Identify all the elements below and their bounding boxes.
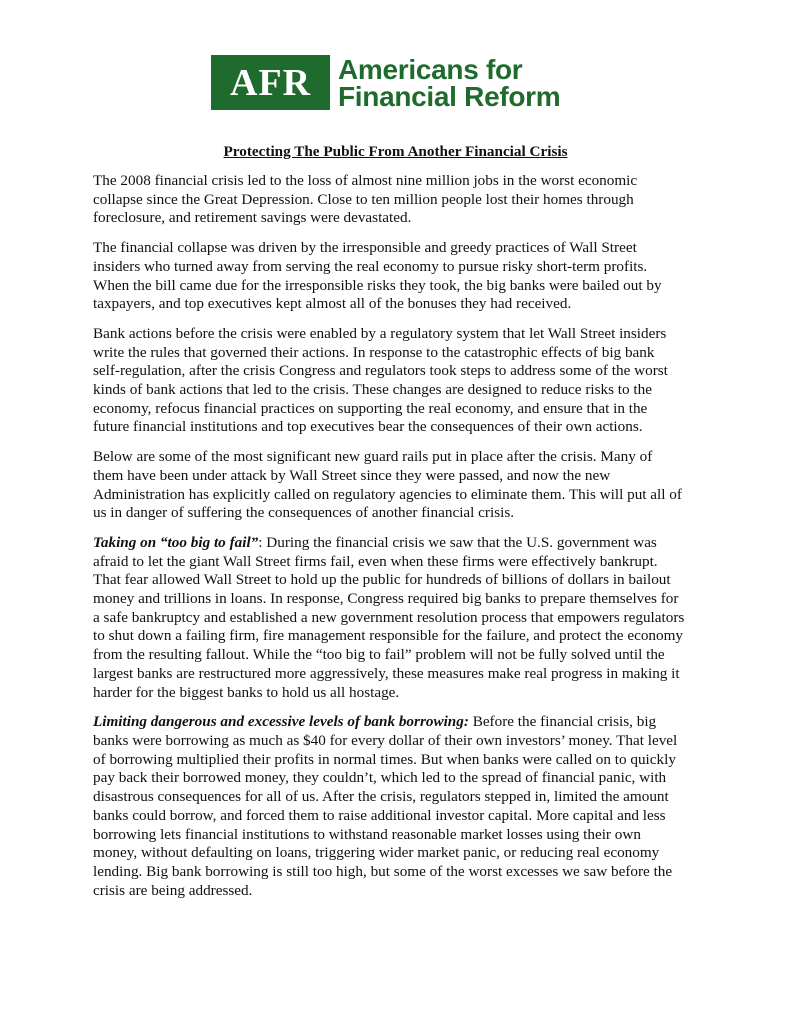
paragraph-line: That fear allowed Wall Street to hold up the public for hundreds of billions of dollars in bailout: [93, 571, 671, 589]
paragraph-line: borrowing lets financial institutions to withstand reasonable market losses using their own: [93, 825, 641, 843]
paragraph-first-line: [93, 713, 710, 732]
paragraph-line: foreclosure, and retirement savings were devastated.: [93, 209, 412, 227]
paragraph-collapse-cause: [93, 239, 710, 314]
paragraph-line: future financial institutions and top executives bear the consequences of their own actions.: [93, 418, 643, 436]
paragraph-bank-borrowing: [93, 713, 710, 900]
paragraph-line-rest: : During the financial crisis we saw that the U.S. government was: [258, 533, 657, 551]
logo-line-2: Financial Reform: [338, 80, 561, 112]
paragraph-too-big-to-fail: [93, 534, 710, 702]
paragraph-line: The financial collapse was driven by the irresponsible and greedy practices of Wall Street: [93, 239, 637, 257]
paragraph-line: them have been under attack by Wall Street since they were passed, and now the new: [93, 466, 611, 484]
paragraph-line: When the bill came due for the irresponsible risks they took, the big banks were bailed out by: [93, 276, 662, 294]
paragraph-line: insiders who turned away from serving the real economy to pursue risky short-term profits.: [93, 257, 648, 275]
paragraph-line: banks could borrow, and forced them to raise additional investor capital. More capital and less: [93, 806, 666, 824]
paragraph-line: The 2008 financial crisis led to the loss of almost nine million jobs in the worst economic: [93, 172, 638, 189]
afr-logo-mark: AFR: [211, 55, 330, 110]
paragraph-line: collapse since the Great Depression. Close to ten million people lost their homes through: [93, 190, 634, 208]
afr-logo-wordmark: [338, 53, 561, 112]
paragraph-line: self-regulation, after the crisis Congress and regulators took steps to address some of the worst: [93, 362, 668, 380]
paragraph-line: Below are some of the most significant new guard rails put in place after the crisis. Many of: [93, 448, 653, 466]
paragraph-line: money, without defaulting on loans, triggering wider market panic, or reducing real economy: [93, 844, 660, 862]
paragraph-first-line: [93, 534, 710, 553]
paragraph-line: largest banks are restructured more aggressively, these measures make real progress in making it: [93, 664, 680, 682]
paragraph-line: lending. Big bank borrowing is still too high, but some of the worst excesses we saw before the: [93, 862, 673, 880]
paragraph-line: kinds of bank actions that led to the crisis. These changes are designed to reduce risks to the: [93, 381, 652, 399]
paragraph-line: banks were borrowing as much as $40 for every dollar of their own investors’ money. That level: [93, 731, 678, 749]
paragraph-line: Administration has explicitly called on regulatory agencies to eliminate them. This will put all of: [93, 485, 682, 503]
paragraph-line: to shut down a failing firm, fire management responsible for the failure, and protect the economy: [93, 627, 684, 645]
section-lead: Taking on “too big to fail”: [93, 533, 259, 551]
paragraph-line: crisis are being addressed.: [93, 881, 253, 899]
paragraph-line: a safe bankruptcy and established a new government resolution process that empowers regulators: [93, 608, 685, 626]
paragraph-line: disastrous consequences for all of us. After the crisis, regulators stepped in, limited the amount: [93, 788, 669, 806]
paragraph-line: of borrowing multiplied their profits in normal times. But when banks were called on to quickly: [93, 750, 676, 768]
afr-logo: [211, 55, 560, 110]
paragraph-line: write the rules that governed their actions. In response to the catastrophic effects of big bank: [93, 343, 655, 361]
paragraph-regulation: [93, 325, 710, 437]
paragraph-line: taxpayers, and top executives kept almost all of the bonuses they had received.: [93, 295, 572, 313]
logo-line-1: Americans for: [338, 53, 523, 85]
paragraph-line: pay back their borrowed money, they couldn’t, which led to the spread of financial panic, with: [93, 769, 667, 787]
paragraph-line: us in danger of suffering the consequences of another financial crisis.: [93, 504, 515, 522]
document-title: Protecting The Public From Another Financial Crisis: [223, 143, 568, 160]
paragraph-line: economy, refocus financial practices on supporting the real economy, and ensure that in the: [93, 399, 648, 417]
paragraph-intro: [93, 172, 710, 228]
paragraph-line: Bank actions before the crisis were enabled by a regulatory system that let Wall Street insiders: [93, 324, 667, 342]
paragraph-line: from the resulting fallout. While the “too big to fail” problem will not be fully solved until the: [93, 646, 665, 664]
paragraph-guard-rails: [93, 448, 710, 523]
paragraph-line-rest: Before the financial crisis, big: [468, 713, 657, 731]
section-lead: Limiting dangerous and excessive levels of bank borrowing:: [93, 713, 469, 731]
paragraph-line: money and trillions in loans. In response, Congress required big banks to prepare themselves for: [93, 590, 679, 608]
paragraph-line: harder for the biggest banks to hold us all hostage.: [93, 683, 400, 701]
document-body: [93, 172, 710, 911]
paragraph-line: afraid to let the giant Wall Street firms fail, even when these firms were effectively bankrupt.: [93, 552, 658, 570]
